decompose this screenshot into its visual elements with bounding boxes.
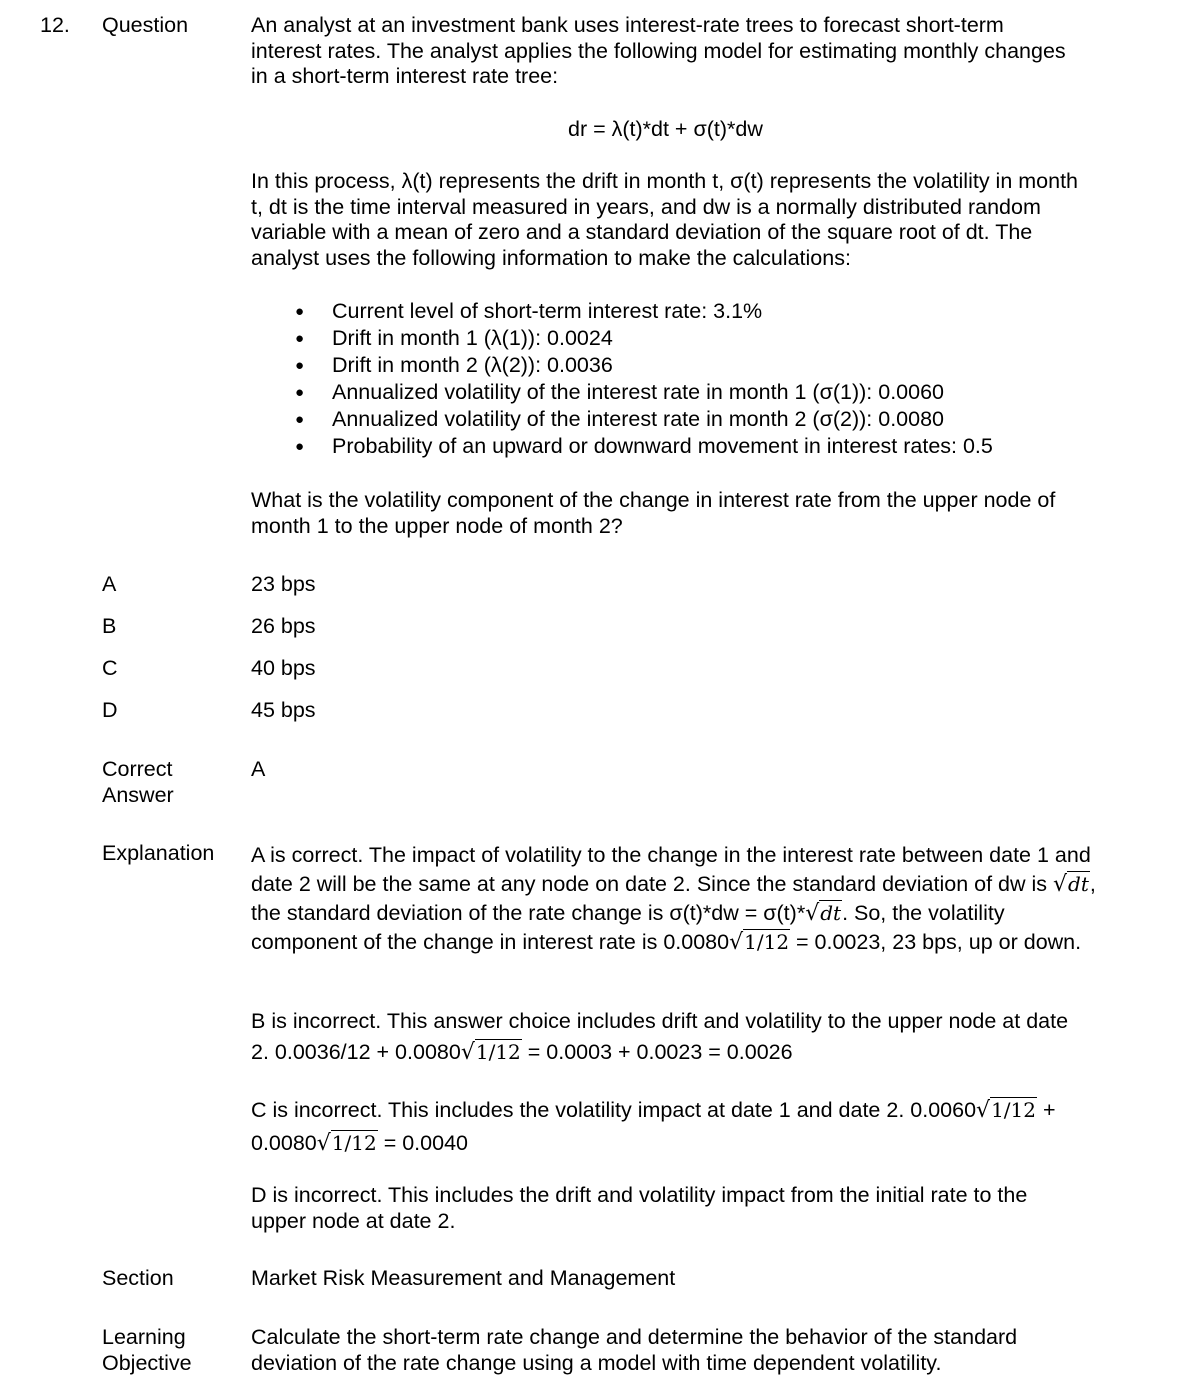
bullet-icon: ● <box>295 411 305 428</box>
option-text-c: 40 bps <box>251 656 316 680</box>
option-letter-a: A <box>102 572 117 596</box>
square-root-one-twelfth: √1/12 <box>729 930 790 955</box>
question-description: In this process, λ(t) represents the drift in month t, σ(t) represents the volatility in month t, dt is the time interval measured in years, and dw is a normally distributed random variable with a mean of zero and a standard deviation of the square root of dt. The analyst uses the following information to make the calculations: <box>251 169 1079 270</box>
list-item: ● Current level of short-term interest rate: 3.1% <box>295 299 763 323</box>
list-item: ● Drift in month 1 (λ(1)): 0.0024 <box>295 326 613 350</box>
option-letter-d: D <box>102 698 118 722</box>
list-item: ● Probability of an upward or downward movement in interest rates: 0.5 <box>295 434 993 458</box>
square-root-dt: √dt <box>1053 872 1089 897</box>
option-text-a: 23 bps <box>251 572 316 596</box>
list-item: ● Drift in month 2 (λ(2)): 0.0036 <box>295 353 613 377</box>
option-text-b: 26 bps <box>251 614 316 638</box>
bullet-icon: ● <box>295 357 305 374</box>
bullet-icon: ● <box>295 438 305 455</box>
explanation-b: B is incorrect. This answer choice includes drift and volatility to the upper node at date 2. 0.0036/12 + 0.0080√1/12 = 0.0003 + 0.0023 = 0.0026 <box>251 1006 1071 1068</box>
bullet-icon: ● <box>295 303 305 320</box>
question-prompt: What is the volatility component of the change in interest rate from the upper node of month 1 to the upper node of month 2? <box>251 488 1056 538</box>
question-number: 12. <box>40 13 70 37</box>
model-formula: dr = λ(t)*dt + σ(t)*dw <box>568 117 763 141</box>
list-item: ● Annualized volatility of the interest rate in month 1 (σ(1)): 0.0060 <box>295 380 945 404</box>
square-root-one-twelfth: √1/12 <box>976 1098 1036 1123</box>
question-label: Question <box>102 13 189 37</box>
list-item: ● Annualized volatility of the interest rate in month 2 (σ(2)): 0.0080 <box>295 407 945 431</box>
bullet-icon: ● <box>295 384 305 401</box>
square-root-one-twelfth: √1/12 <box>460 1040 521 1065</box>
section-label: Section <box>102 1266 174 1290</box>
question-intro: An analyst at an investment bank uses interest-rate trees to forecast short-term interest rates. The analyst applies the following model for estimating monthly changes in a short-term interest rate tree: <box>251 13 1066 88</box>
square-root-one-twelfth: √1/12 <box>316 1131 377 1156</box>
explanation-a: A is correct. The impact of volatility to the change in the interest rate between date 1 and date 2 will be the same at any node on date 2. Since the standard deviation of dw is √dt, the standard deviation of the rate change is σ(t)*dw = σ(t)*√dt. So, the volatility component of the change in interest rate is 0.0080√1/12 = 0.0023, 23 bps, up or down. <box>251 843 1096 955</box>
bullet-icon: ● <box>295 330 305 347</box>
given-information-list <box>251 298 1101 460</box>
explanation-d: D is incorrect. This includes the drift and volatility impact from the initial rate to the upper node at date 2. <box>251 1183 1028 1233</box>
square-root-dt: √dt <box>805 901 842 926</box>
option-letter-b: B <box>102 614 117 638</box>
option-text-d: 45 bps <box>251 698 316 722</box>
correct-answer-value: A <box>251 757 266 781</box>
explanation-label: Explanation <box>102 841 215 865</box>
correct-answer-label: Correct Answer <box>102 757 174 807</box>
learning-objective-value: Calculate the short-term rate change and determine the behavior of the standard deviation of the rate change using a model with time dependent volatility. <box>251 1325 1018 1375</box>
explanation-c: C is incorrect. This includes the volatility impact at date 1 and date 2. 0.0060√1/12 + 0.0080√1/12 = 0.0040 <box>251 1094 1091 1160</box>
section-value: Market Risk Measurement and Management <box>251 1266 676 1290</box>
option-letter-c: C <box>102 656 118 680</box>
learning-objective-label: Learning Objective <box>102 1325 192 1375</box>
